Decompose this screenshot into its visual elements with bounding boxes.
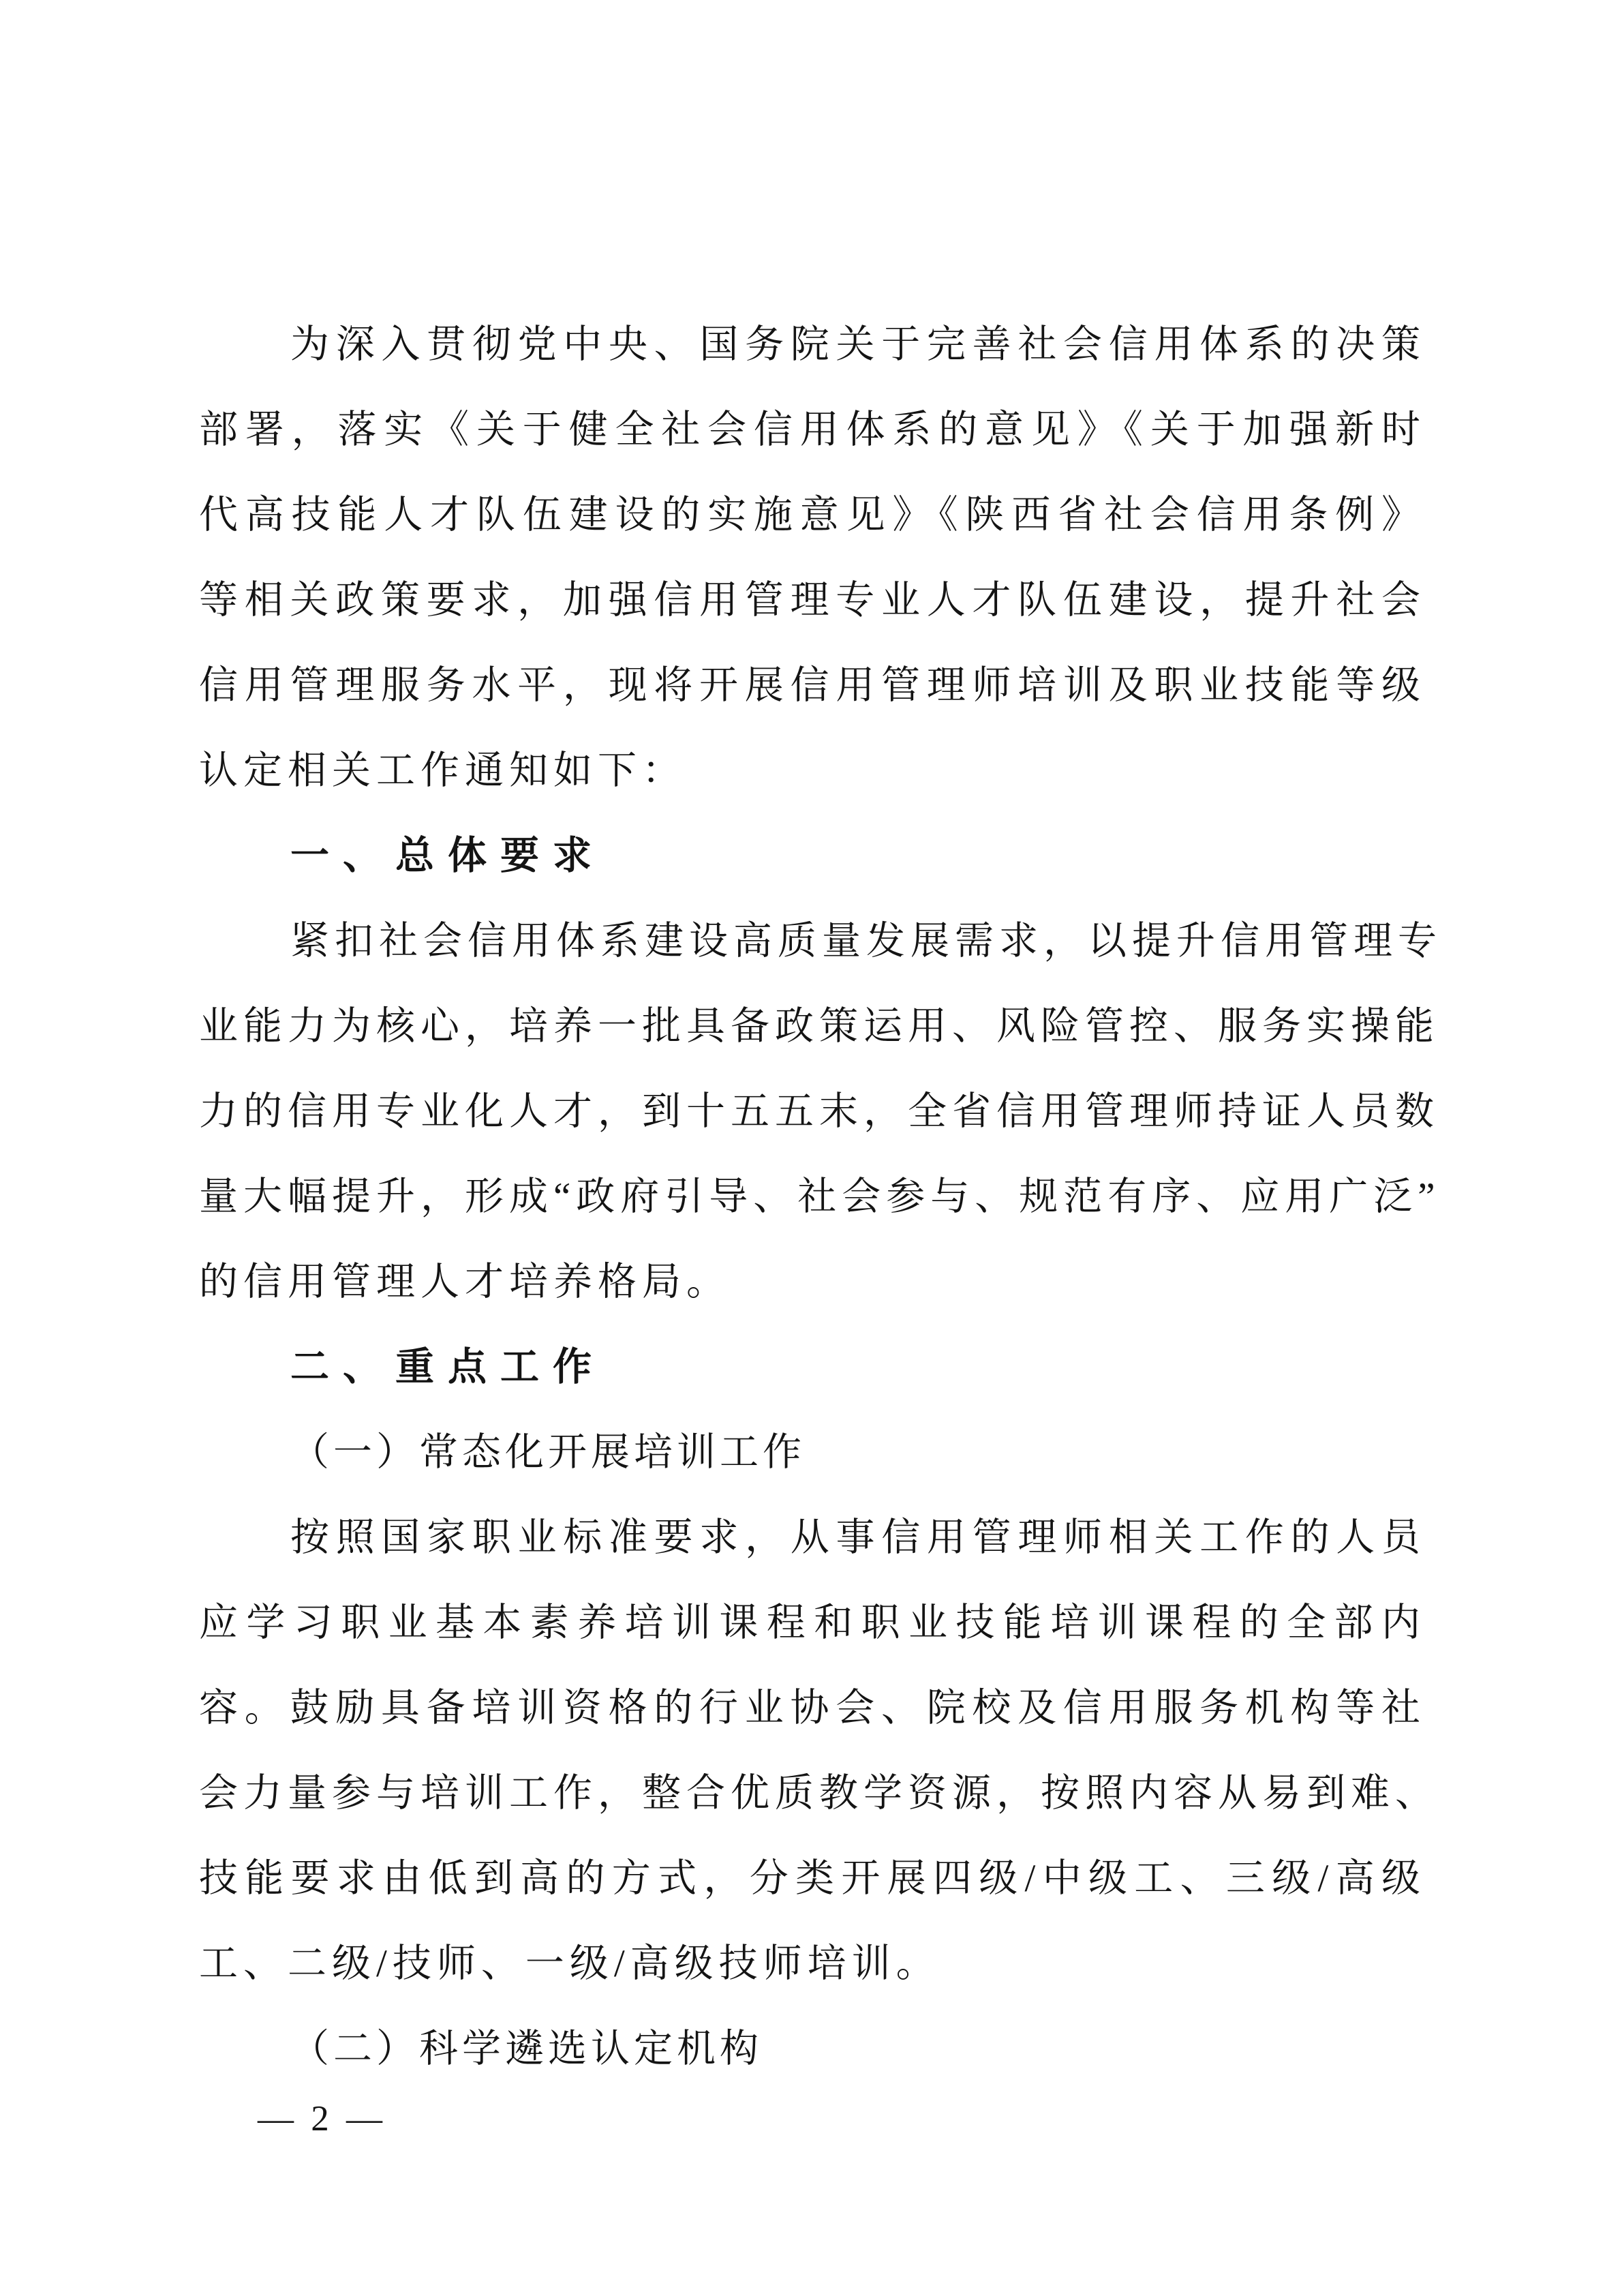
subsection-heading-1: （一）常态化开展培训工作	[290, 1431, 806, 1474]
section-heading-1: 一、总体要求	[290, 834, 605, 877]
paragraph-1-line-6: 认定相关工作通知如下：	[199, 749, 686, 792]
page-number: — 2 —	[258, 2099, 386, 2139]
paragraph-1-line-3: 代高技能人才队伍建设的实施意见》《陕西省社会信用条例》	[199, 494, 1426, 537]
paragraph-3-line-3: 容。鼓励具备培训资格的行业协会、院校及信用服务机构等社	[199, 1687, 1426, 1729]
paragraph-1-line-2: 部署，落实《关于健全社会信用体系的意见》《关于加强新时	[199, 408, 1426, 451]
paragraph-3-line-1: 按照国家职业标准要求，从事信用管理师相关工作的人员	[290, 1516, 1426, 1559]
paragraph-1-line-5: 信用管理服务水平，现将开展信用管理师培训及职业技能等级	[199, 664, 1426, 707]
paragraph-1-line-1: 为深入贯彻党中央、国务院关于完善社会信用体系的决策	[290, 323, 1426, 366]
paragraph-2-line-3: 力的信用专业化人才，到十五五末，全省信用管理师持证人员数	[199, 1090, 1439, 1133]
paragraph-2-line-5: 的信用管理人才培养格局。	[199, 1260, 731, 1303]
section-heading-2: 二、重点工作	[290, 1345, 605, 1389]
paragraph-2-line-1: 紧扣社会信用体系建设高质量发展需求，以提升信用管理专	[290, 920, 1442, 963]
paragraph-3-line-5: 技能要求由低到高的方式，分类开展四级/中级工、三级/高级	[199, 1857, 1426, 1900]
paragraph-3-line-2: 应学习职业基本素养培训课程和职业技能培训课程的全部内	[199, 1601, 1426, 1644]
paragraph-3-line-4: 会力量参与培训工作，整合优质教学资源，按照内容从易到难、	[199, 1772, 1439, 1815]
paragraph-1-line-4: 等相关政策要求，加强信用管理专业人才队伍建设，提升社会	[199, 579, 1426, 622]
paragraph-3-line-6: 工、二级/技师、一级/高级技师培训。	[199, 1942, 940, 1985]
paragraph-2-line-2: 业能力为核心，培养一批具备政策运用、风险管控、服务实操能	[199, 1005, 1439, 1048]
subsection-heading-2: （二）科学遴选认定机构	[290, 2027, 763, 2070]
document-body	[199, 302, 1442, 2091]
paragraph-2-line-4: 量大幅提升，形成“政府引导、社会参与、规范有序、应用广泛”	[199, 1175, 1441, 1218]
